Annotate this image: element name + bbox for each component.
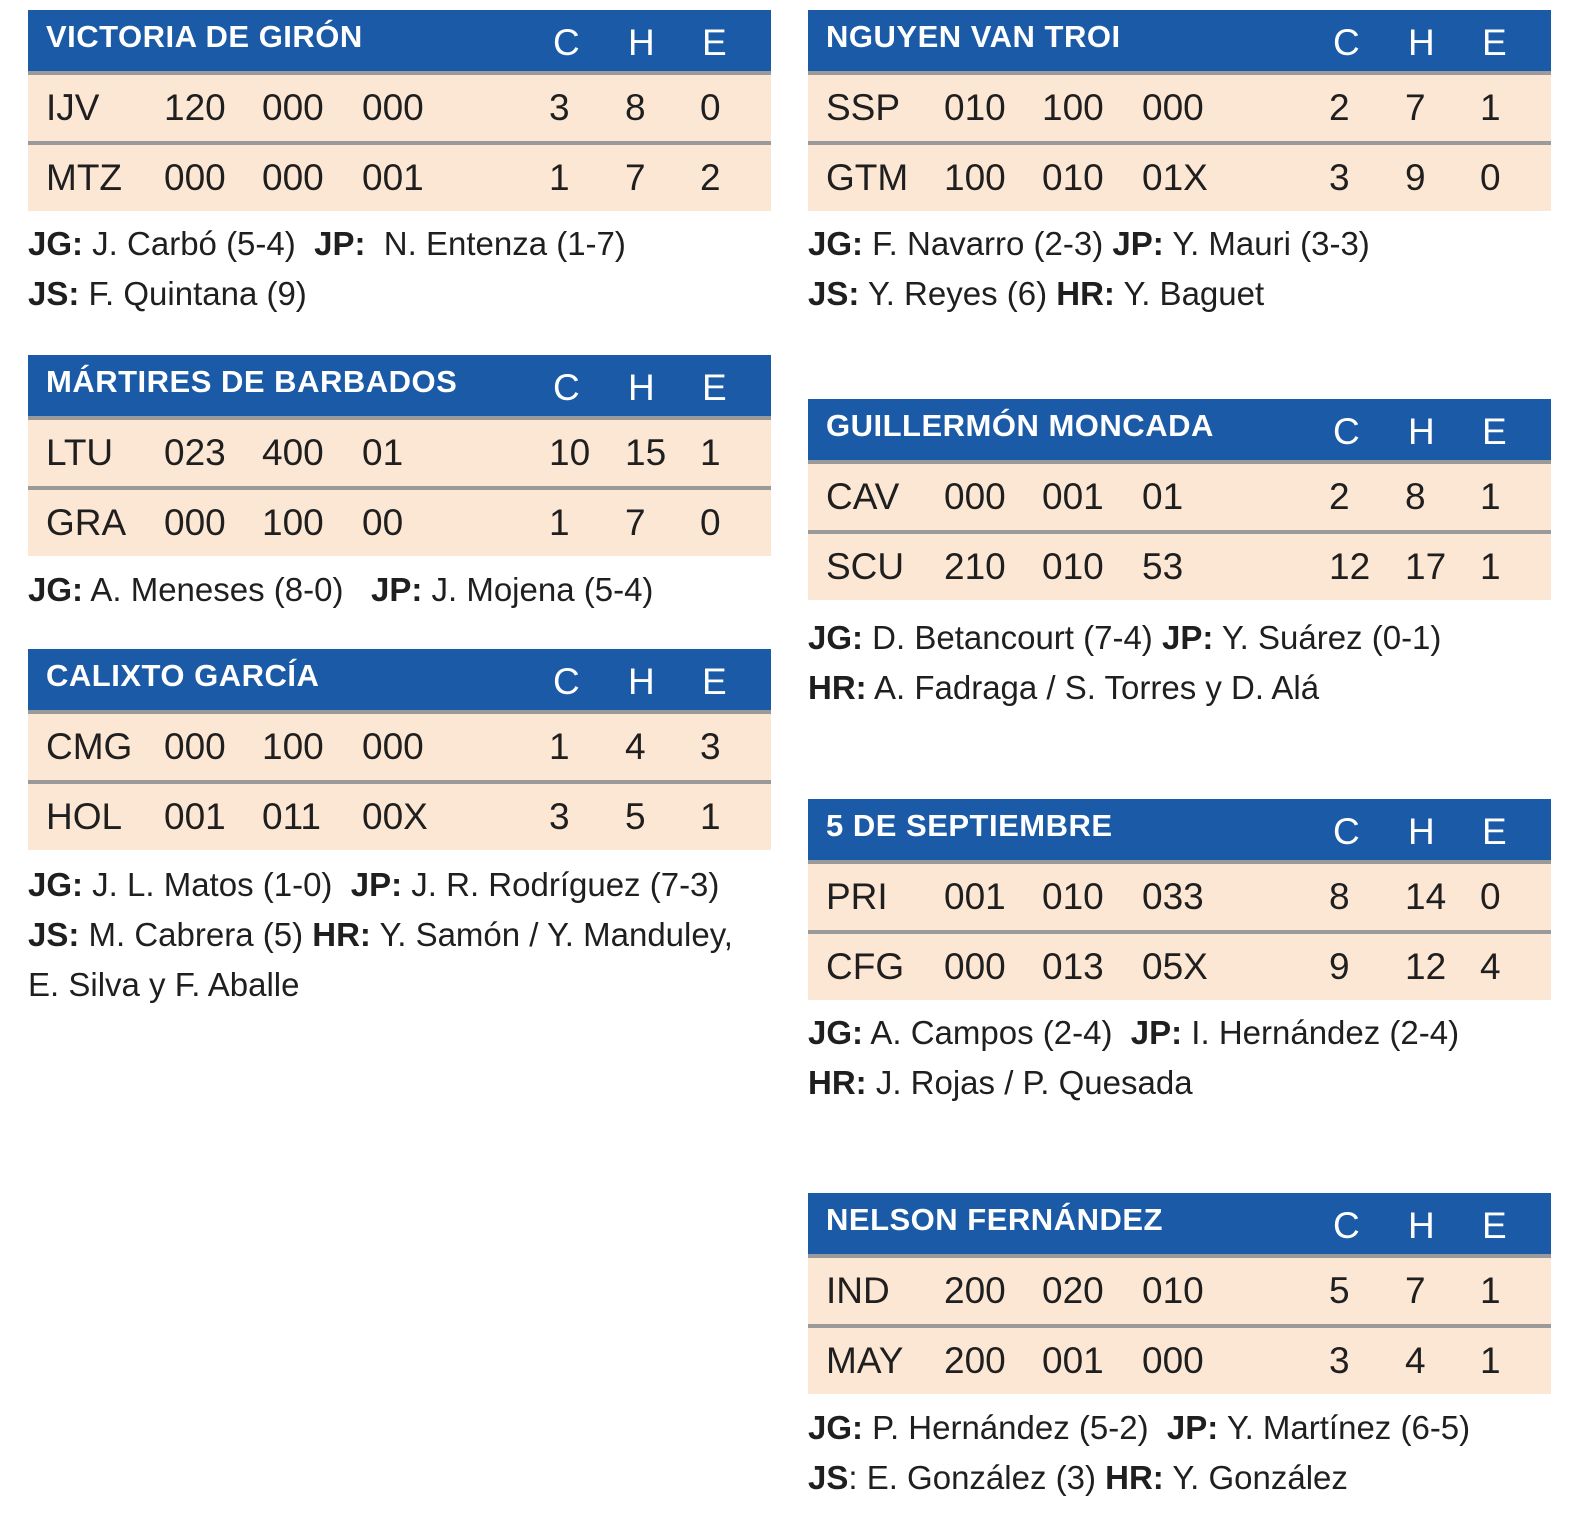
note-value: P. Hernández (5-2) [863,1409,1167,1446]
note-label: HR: [808,669,867,706]
pitching-notes [28,565,653,615]
note-label: HR: [1056,275,1115,312]
note-value: J. Rojas / P. Quesada [866,1064,1193,1101]
hits-value: 14 [1405,876,1447,917]
team-row [28,420,771,486]
innings-group: 100 [1042,87,1104,128]
boxscore-header [808,1193,1551,1254]
team-row [808,534,1551,600]
team-row [28,714,771,780]
note-label: JG: [808,1014,864,1051]
boxscore-header [28,649,771,710]
note-line [28,860,733,910]
hits-value: 7 [625,502,646,543]
hits-value: 8 [1405,476,1426,517]
innings-group: 000 [362,87,424,128]
team-code: PRI [826,876,888,917]
hits-value: 7 [625,157,646,198]
column-header-h: H [1408,22,1435,63]
innings-group: 000 [262,157,324,198]
boxscore-header [28,355,771,416]
column-header-h: H [1408,811,1435,852]
note-label: JP: [370,571,423,608]
note-line [28,269,626,319]
innings-group: 01X [1142,157,1208,198]
innings-group: 000 [262,87,324,128]
pitching-notes [28,860,733,1010]
team-row [808,145,1551,211]
boxscore-table [28,10,771,211]
innings-group: 023 [164,432,226,473]
errors-value: 1 [1480,546,1501,587]
note-value: : E. González (3) [848,1459,1106,1496]
errors-value: 0 [1480,157,1501,198]
note-label: JS: [808,275,860,312]
team-code: CFG [826,946,905,987]
note-label: JG: [808,225,864,262]
column-header-h: H [1408,1205,1435,1246]
note-label: JP: [314,225,366,262]
column-header-h: H [1408,411,1435,452]
innings-group: 001 [1042,476,1104,517]
note-line [808,219,1370,269]
innings-group: 010 [1042,876,1104,917]
note-value: A. Campos (2-4) [863,1014,1131,1051]
pitching-notes [808,1008,1459,1108]
runs-value: 2 [1329,476,1350,517]
note-label: HR: [808,1064,867,1101]
errors-value: 1 [700,432,721,473]
innings-group: 033 [1142,876,1204,917]
innings-group: 000 [944,946,1006,987]
column-header-c: C [553,661,580,702]
boxscore-table [808,799,1551,1000]
column-header-e: E [702,367,727,408]
boxscore-header [808,399,1551,460]
errors-value: 0 [700,87,721,128]
note-label: JS: [28,916,80,953]
column-header-e: E [1482,1205,1507,1246]
note-value: N. Entenza (1-7) [365,225,626,262]
innings-group: 000 [1142,1340,1204,1381]
innings-group: 010 [1042,157,1104,198]
runs-value: 3 [549,87,570,128]
team-code: IJV [46,87,100,128]
note-value: J. R. Rodríguez (7-3) [402,866,720,903]
innings-group: 020 [1042,1270,1104,1311]
team-code: SCU [826,546,905,587]
runs-value: 8 [1329,876,1350,917]
game-title: VICTORIA DE GIRÓN [46,19,363,54]
innings-group: 000 [944,476,1006,517]
note-line [28,219,626,269]
boxscore-header [28,10,771,71]
pitching-notes [808,613,1441,713]
runs-value: 3 [1329,1340,1350,1381]
note-line [808,613,1441,663]
innings-group: 000 [164,726,226,767]
team-code: MTZ [46,157,123,198]
note-label: JS: [28,275,80,312]
game-title: CALIXTO GARCÍA [46,658,320,693]
note-value: A. Meneses (8-0) [83,571,371,608]
innings-group: 01 [362,432,404,473]
innings-group: 00 [362,502,404,543]
column-header-e: E [702,661,727,702]
note-value: E. Silva y F. Aballe [28,966,300,1003]
hits-value: 15 [625,432,667,473]
errors-value: 1 [1480,87,1501,128]
note-value: Y. Suárez (0-1) [1213,619,1442,656]
column-header-h: H [628,22,655,63]
innings-group: 001 [362,157,424,198]
team-row [808,75,1551,141]
team-row [808,464,1551,530]
boxscore-table [808,10,1551,211]
innings-group: 001 [1042,1340,1104,1381]
hits-value: 9 [1405,157,1426,198]
innings-group: 00X [362,796,428,837]
team-row [808,1258,1551,1324]
note-value: F. Navarro (2-3) [863,225,1113,262]
innings-group: 001 [944,876,1006,917]
team-row [28,490,771,556]
note-label: JG: [808,619,864,656]
runs-value: 2 [1329,87,1350,128]
innings-group: 000 [164,157,226,198]
hits-value: 4 [1405,1340,1426,1381]
note-label: JG: [28,225,84,262]
runs-value: 1 [549,726,570,767]
note-value: Y. González [1163,1459,1348,1496]
column-header-c: C [553,22,580,63]
note-line [28,960,733,1010]
errors-value: 1 [1480,1340,1501,1381]
column-header-c: C [553,367,580,408]
hits-value: 12 [1405,946,1447,987]
note-label: JP: [350,866,403,903]
note-line [808,1403,1470,1453]
innings-group: 200 [944,1340,1006,1381]
game-title: GUILLERMÓN MONCADA [826,408,1214,443]
note-label: HR: [312,916,371,953]
column-header-h: H [628,367,655,408]
team-code: MAY [826,1340,904,1381]
boxscore-table [808,399,1551,600]
boxscore-header [808,799,1551,860]
innings-group: 000 [164,502,226,543]
errors-value: 0 [700,502,721,543]
note-value: J. Mojena (5-4) [422,571,654,608]
team-code: CAV [826,476,900,517]
team-code: LTU [46,432,114,473]
boxscore-header [808,10,1551,71]
errors-value: 1 [1480,1270,1501,1311]
note-value: Y. Baguet [1114,275,1265,312]
team-code: IND [826,1270,890,1311]
innings-group: 120 [164,87,226,128]
column-header-h: H [628,661,655,702]
pitching-notes [28,219,626,319]
innings-group: 200 [944,1270,1006,1311]
column-header-e: E [702,22,727,63]
team-row [808,1328,1551,1394]
note-line [808,1008,1459,1058]
note-value: Y. Reyes (6) [859,275,1057,312]
innings-group: 400 [262,432,324,473]
team-row [808,864,1551,930]
runs-value: 3 [1329,157,1350,198]
team-row [28,75,771,141]
innings-group: 001 [164,796,226,837]
note-value: F. Quintana (9) [79,275,307,312]
errors-value: 2 [700,157,721,198]
innings-group: 05X [1142,946,1208,987]
note-line [28,565,653,615]
innings-group: 210 [944,546,1006,587]
note-value: J. L. Matos (1-0) [83,866,351,903]
errors-value: 1 [700,796,721,837]
note-value: D. Betancourt (7-4) [863,619,1162,656]
team-row [28,145,771,211]
game-title: 5 DE SEPTIEMBRE [826,808,1113,843]
runs-value: 10 [549,432,591,473]
column-header-e: E [1482,411,1507,452]
pitching-notes [808,219,1370,319]
column-header-c: C [1333,811,1360,852]
innings-group: 000 [1142,87,1204,128]
errors-value: 0 [1480,876,1501,917]
errors-value: 4 [1480,946,1501,987]
runs-value: 12 [1329,546,1371,587]
runs-value: 9 [1329,946,1350,987]
note-label: JS [808,1459,849,1496]
note-line [808,1058,1459,1108]
hits-value: 7 [1405,87,1426,128]
note-value: Y. Martínez (6-5) [1218,1409,1471,1446]
note-line [808,663,1441,713]
innings-group: 53 [1142,546,1184,587]
team-code: HOL [46,796,123,837]
note-line [808,269,1370,319]
note-label: HR: [1105,1459,1164,1496]
innings-group: 100 [262,726,324,767]
column-header-c: C [1333,411,1360,452]
errors-value: 1 [1480,476,1501,517]
note-line [28,910,733,960]
runs-value: 3 [549,796,570,837]
note-label: JG: [28,866,84,903]
team-code: SSP [826,87,901,128]
note-label: JP: [1130,1014,1183,1051]
innings-group: 010 [1142,1270,1204,1311]
note-value: I. Hernández (2-4) [1182,1014,1460,1051]
team-row [808,934,1551,1000]
note-label: JP: [1161,619,1214,656]
note-value: Y. Mauri (3-3) [1163,225,1370,262]
note-value: A. Fadraga / S. Torres y D. Alá [866,669,1320,706]
boxscore-table [28,355,771,556]
team-row [28,784,771,850]
team-code: GRA [46,502,127,543]
column-header-e: E [1482,22,1507,63]
innings-group: 011 [262,796,321,837]
boxscore-table [808,1193,1551,1394]
hits-value: 5 [625,796,646,837]
innings-group: 100 [944,157,1006,198]
game-title: NELSON FERNÁNDEZ [826,1202,1163,1237]
column-header-c: C [1333,1205,1360,1246]
game-title: MÁRTIRES DE BARBADOS [46,364,458,399]
note-label: JG: [808,1409,864,1446]
note-label: JG: [28,571,84,608]
note-value: Y. Samón / Y. Manduley, [370,916,733,953]
note-label: JP: [1166,1409,1219,1446]
innings-group: 100 [262,502,324,543]
hits-value: 4 [625,726,646,767]
team-code: GTM [826,157,909,198]
hits-value: 17 [1405,546,1447,587]
column-header-c: C [1333,22,1360,63]
runs-value: 1 [549,157,570,198]
team-code: CMG [46,726,133,767]
note-value: J. Carbó (5-4) [83,225,315,262]
hits-value: 7 [1405,1270,1426,1311]
note-label: JP: [1112,225,1164,262]
note-value: M. Cabrera (5) [79,916,313,953]
boxscore-table [28,649,771,850]
column-header-e: E [1482,811,1507,852]
errors-value: 3 [700,726,721,767]
innings-group: 000 [362,726,424,767]
runs-value: 5 [1329,1270,1350,1311]
runs-value: 1 [549,502,570,543]
innings-group: 013 [1042,946,1104,987]
innings-group: 010 [1042,546,1104,587]
note-line [808,1453,1470,1503]
innings-group: 01 [1142,476,1184,517]
hits-value: 8 [625,87,646,128]
pitching-notes [808,1403,1470,1503]
game-title: NGUYEN VAN TROI [826,19,1121,54]
innings-group: 010 [944,87,1006,128]
